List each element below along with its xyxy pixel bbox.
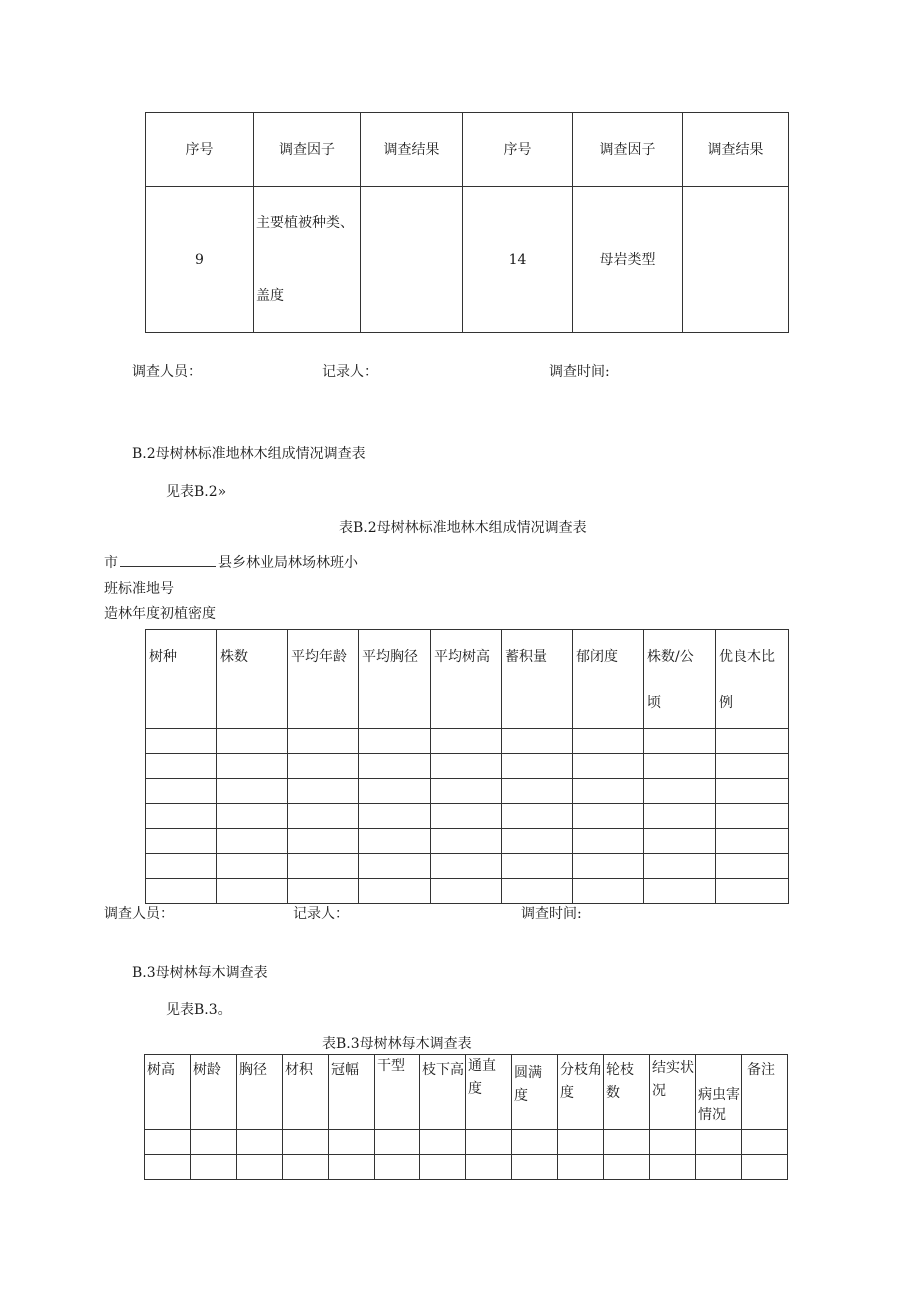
table-row (146, 854, 789, 879)
t2-header-density: 株数/公 顷 (644, 630, 716, 729)
t1-header-result: 调查结果 (361, 113, 463, 187)
sign1-investigator: 调查人员： (132, 364, 202, 380)
t1-cell-factor (254, 187, 361, 333)
survey-factor-table (145, 112, 789, 333)
table-b3-caption: 表B.3母树林每木调查表 (322, 1036, 472, 1052)
t2-header-canopy: 郁闭度 (573, 630, 644, 729)
t3-header-dbh: 胸径 (237, 1055, 283, 1130)
table-b2-caption: 表B.2母树林标准地林木组成情况调查表 (339, 520, 587, 536)
t3-header-crown: 冠幅 (329, 1055, 375, 1130)
t1-header-factor-2: 调查因子 (573, 113, 683, 187)
stand-composition-table (145, 629, 789, 904)
sign2-recorder: 记录人： (293, 906, 349, 922)
t2-header-species: 树种 (146, 630, 217, 729)
t2-header-dbh: 平均胸径 (359, 630, 431, 729)
sign2-time: 调查时间: (521, 906, 582, 922)
t1-header-result-2: 调查结果 (683, 113, 789, 187)
t1-cell-no: 9 (146, 187, 254, 333)
table-row (146, 779, 789, 804)
t3-header-age: 树龄 (191, 1055, 237, 1130)
t3-header-branch-height: 枝下高 (420, 1055, 466, 1130)
table-row (146, 804, 789, 829)
table-row (146, 754, 789, 779)
t1-header-factor: 调查因子 (254, 113, 361, 187)
t3-header-straightness: 通直 度 (466, 1055, 512, 1130)
t2-header-age: 平均年龄 (288, 630, 359, 729)
t3-header-note: 备注 (742, 1055, 788, 1130)
t1-cell-factor-2: 母岩类型 (573, 187, 683, 333)
t1-factor-line2: 盖度 (256, 288, 284, 304)
t2-header-count: 株数 (217, 630, 288, 729)
t1-header-no: 序号 (146, 113, 254, 187)
t3-header-volume: 材积 (283, 1055, 329, 1130)
t3-header-height: 树高 (145, 1055, 191, 1130)
t3-header-stem: 干型 (375, 1055, 420, 1130)
t3-header-fruiting: 结实状 况 (650, 1055, 696, 1130)
t1-header-no-2: 序号 (463, 113, 573, 187)
section-b3-heading: B.3母树林每木调查表 (132, 965, 268, 981)
t1-factor-line1: 主要植被种类、 (256, 215, 354, 231)
t2-header-height: 平均树高 (431, 630, 502, 729)
t3-header-whorls: 轮枝 数 (604, 1055, 650, 1130)
section-b2-see: 见表B.2» (166, 484, 227, 500)
t1-cell-result-2[interactable] (683, 187, 789, 333)
form-city-label: 市 (104, 555, 118, 571)
t1-cell-result[interactable] (361, 187, 463, 333)
table-row (145, 1130, 788, 1155)
table-row (145, 1155, 788, 1180)
t3-header-fullness: 圆满 度 (512, 1055, 558, 1130)
form-city-line (104, 556, 358, 570)
t2-header-superior-ratio: 优良木比 例 (716, 630, 789, 729)
table-row (146, 829, 789, 854)
sign1-time: 调查时间: (549, 364, 610, 380)
sign2-investigator: 调查人员： (104, 906, 174, 922)
table-row (146, 729, 789, 754)
t3-header-pest: 病虫害 情况 (696, 1055, 742, 1130)
form-plot-label: 班标准地号 (104, 581, 174, 597)
form-year-label: 造林年度初植密度 (104, 606, 216, 622)
per-tree-survey-table (144, 1054, 788, 1180)
t2-header-volume: 蓄积量 (502, 630, 573, 729)
sign1-recorder: 记录人： (322, 364, 378, 380)
t3-header-branch-angle: 分枝角 度 (558, 1055, 604, 1130)
form-county-label: 县乡林业局林场林班小 (218, 555, 358, 571)
t1-cell-no-2: 14 (463, 187, 573, 333)
table-row (146, 879, 789, 904)
section-b3-see: 见表B.3。 (166, 1002, 232, 1018)
section-b2-heading: B.2母树林标准地林木组成情况调查表 (132, 446, 366, 462)
form-blank[interactable] (120, 556, 216, 567)
